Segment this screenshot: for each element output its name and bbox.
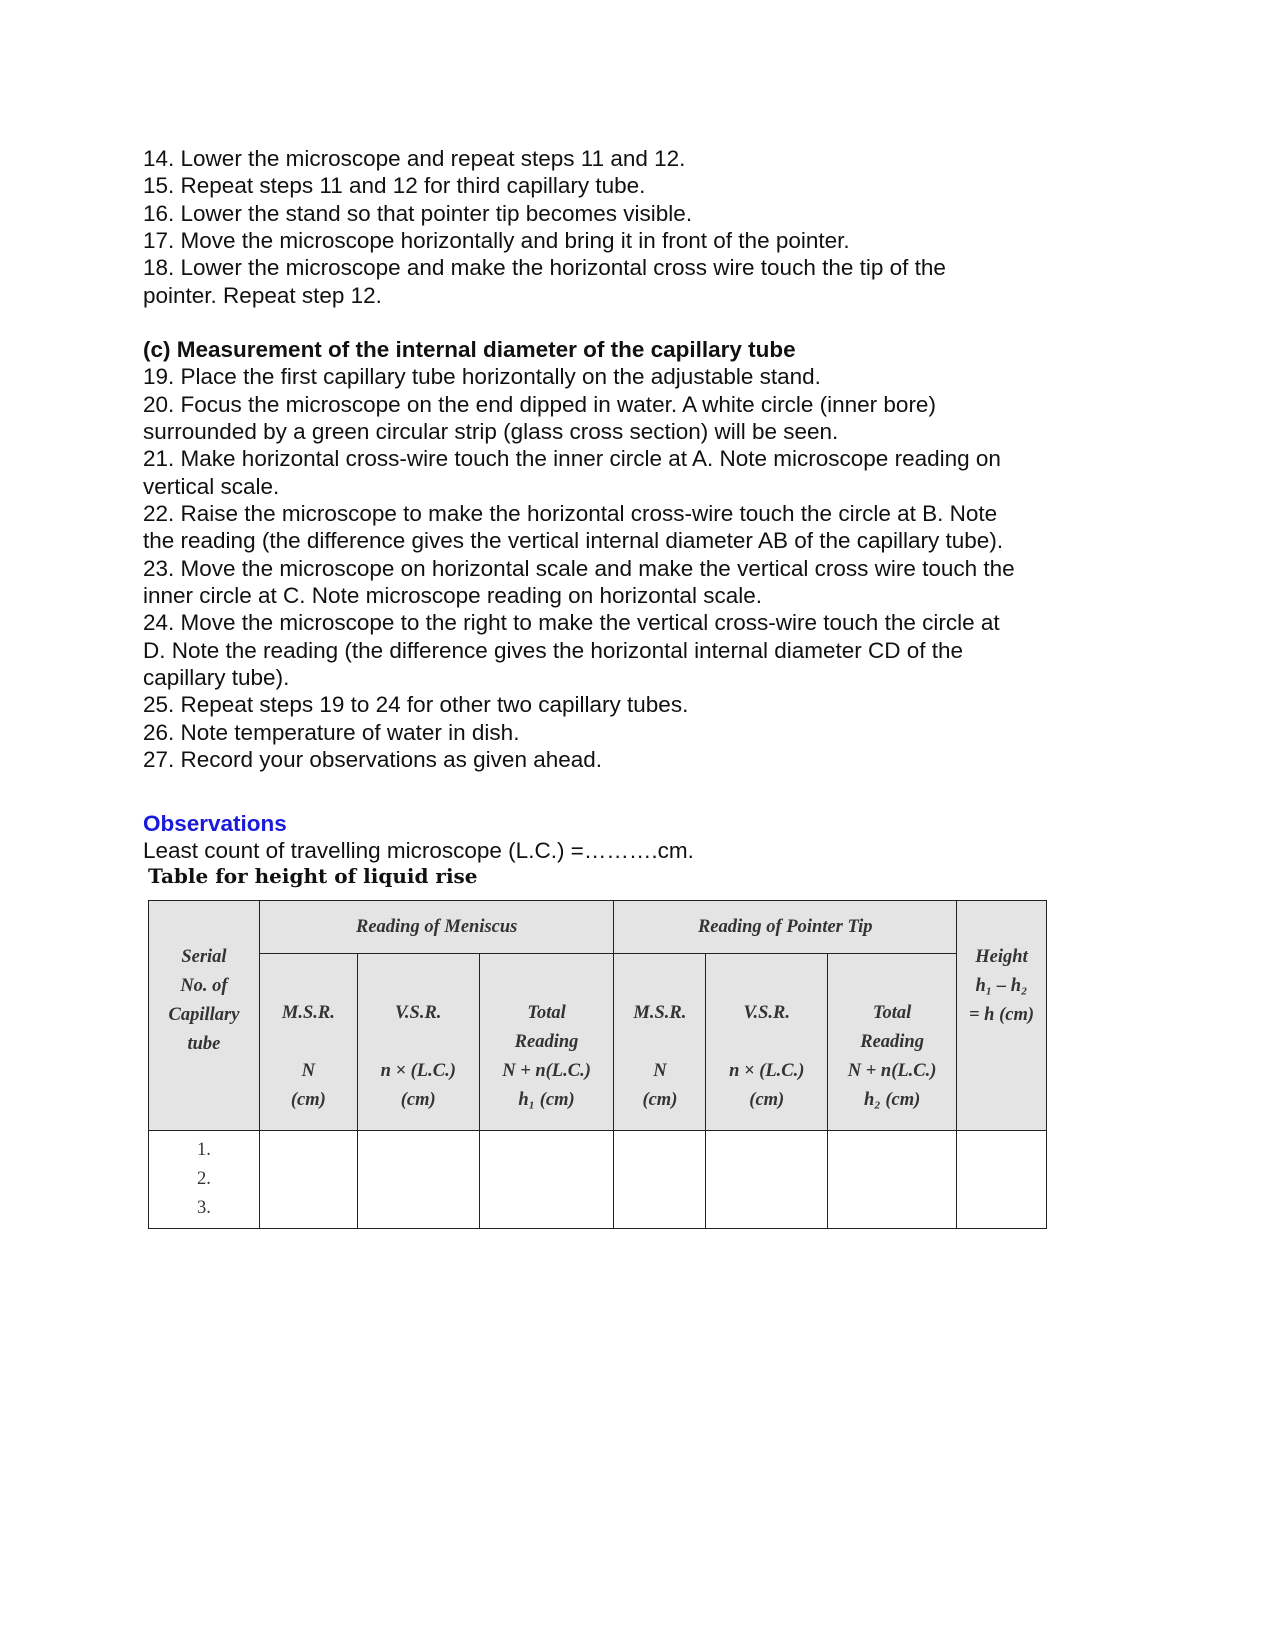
data-cell — [259, 1131, 357, 1229]
height-header: Height h₁ – h₂ = h (cm) — [957, 901, 1047, 1131]
column-header-line: V.S.R. — [394, 1002, 442, 1023]
data-cell — [828, 1131, 957, 1229]
step-line: 20. Focus the microscope on the end dipped in water. A white circle (inner bore) — [143, 391, 936, 417]
step-line: vertical scale. — [143, 473, 280, 499]
column-header-line: Reading — [514, 1031, 579, 1052]
step-line: D. Note the reading (the difference gives the horizontal internal diameter CD of the — [143, 637, 964, 663]
step-line: 19. Place the first capillary tube horizontally on the adjustable stand. — [143, 364, 821, 390]
table-title: Table for height of liquid rise — [148, 864, 478, 888]
column-header-line: Total — [872, 1002, 912, 1023]
column-header-line: N + n(L.C.) — [502, 1060, 591, 1081]
step-line: 14. Lower the microscope and repeat steps 11 and 12. — [143, 146, 686, 171]
column-header — [614, 954, 706, 1131]
step-line: 21. Make horizontal cross-wire touch the inner circle at A. Note microscope reading on — [143, 446, 1001, 472]
column-header-line: n × (L.C.) — [729, 1060, 805, 1081]
column-header-line — [614, 1028, 705, 1057]
column-header-line: h₁ (cm) — [518, 1089, 575, 1110]
step-line: 17. Move the microscope horizontally and bring it in front of the pointer. — [143, 228, 850, 254]
step-line: 16. Lower the stand so that pointer tip becomes visible. — [143, 200, 693, 226]
column-header-line: n × (L.C.) — [380, 1060, 456, 1081]
step-line: 26. Note temperature of water in dish. — [143, 719, 520, 745]
step-line: surrounded by a green circular strip (glass cross section) will be seen. — [143, 419, 839, 445]
data-cell — [614, 1131, 706, 1229]
serial-cell: 1. 2. 3. — [149, 1131, 260, 1229]
column-header — [706, 954, 828, 1131]
step-line: 23. Move the microscope on horizontal scale and make the vertical cross wire touch the — [143, 555, 1015, 581]
column-header-line: (cm) — [749, 1089, 785, 1110]
column-header-line: N + n(L.C.) — [847, 1060, 937, 1081]
step-line: 25. Repeat steps 19 to 24 for other two capillary tubes. — [143, 692, 689, 718]
column-header-line: N — [653, 1060, 667, 1081]
step-line: 15. Repeat steps 11 and 12 for third capillary tube. — [143, 173, 646, 199]
step-line: inner circle at C. Note microscope reading on horizontal scale. — [143, 583, 763, 609]
column-header-line: Total — [527, 1002, 566, 1023]
column-header-line: (cm) — [642, 1089, 678, 1110]
data-cell — [357, 1131, 479, 1229]
column-header-line — [706, 1028, 827, 1057]
column-header-line: (cm) — [290, 1089, 326, 1110]
section-heading: (c) Measurement of the internal diameter of the capillary tube — [143, 337, 796, 362]
observations — [143, 810, 694, 865]
step-line: the reading (the difference gives the vertical internal diameter AB of the capillary tube). — [143, 528, 1004, 554]
pointer-group-header: Reading of Pointer Tip — [614, 901, 957, 954]
column-header-line: (cm) — [400, 1089, 436, 1110]
step-line: 22. Raise the microscope to make the horizontal cross-wire touch the circle at B. Note — [143, 501, 998, 527]
steps-list-a — [143, 145, 946, 309]
column-header-line: N — [301, 1060, 316, 1081]
column-header — [357, 954, 479, 1131]
section-c — [143, 336, 1015, 774]
data-cell — [479, 1131, 614, 1229]
column-header-line: Reading — [860, 1031, 924, 1052]
column-header — [259, 954, 357, 1131]
column-header-line: M.S.R. — [281, 1002, 335, 1023]
column-header — [828, 954, 957, 1131]
column-header — [479, 954, 614, 1131]
column-header-line — [260, 1028, 357, 1057]
column-header-line: M.S.R. — [633, 1002, 687, 1023]
observation-table — [148, 900, 1047, 1229]
column-header-line — [358, 1028, 479, 1057]
column-header-line: h₂ (cm) — [863, 1089, 921, 1110]
step-line: 24. Move the microscope to the right to make the vertical cross-wire touch the circle at — [143, 610, 1000, 636]
step-line: 18. Lower the microscope and make the horizontal cross wire touch the tip of the — [143, 255, 946, 281]
serial-header: Serial No. of Capillary tube — [149, 901, 260, 1131]
step-line: capillary tube). — [143, 665, 290, 691]
least-count-line: Least count of travelling microscope (L.C.) =……….cm. — [143, 838, 694, 864]
data-cell — [706, 1131, 828, 1229]
step-line: pointer. Repeat step 12. — [143, 282, 382, 308]
data-cell — [957, 1131, 1047, 1229]
meniscus-group-header: Reading of Meniscus — [259, 901, 614, 954]
observations-heading: Observations — [143, 811, 287, 836]
column-header-line: V.S.R. — [743, 1002, 790, 1023]
step-line: 27. Record your observations as given ahead. — [143, 747, 603, 773]
